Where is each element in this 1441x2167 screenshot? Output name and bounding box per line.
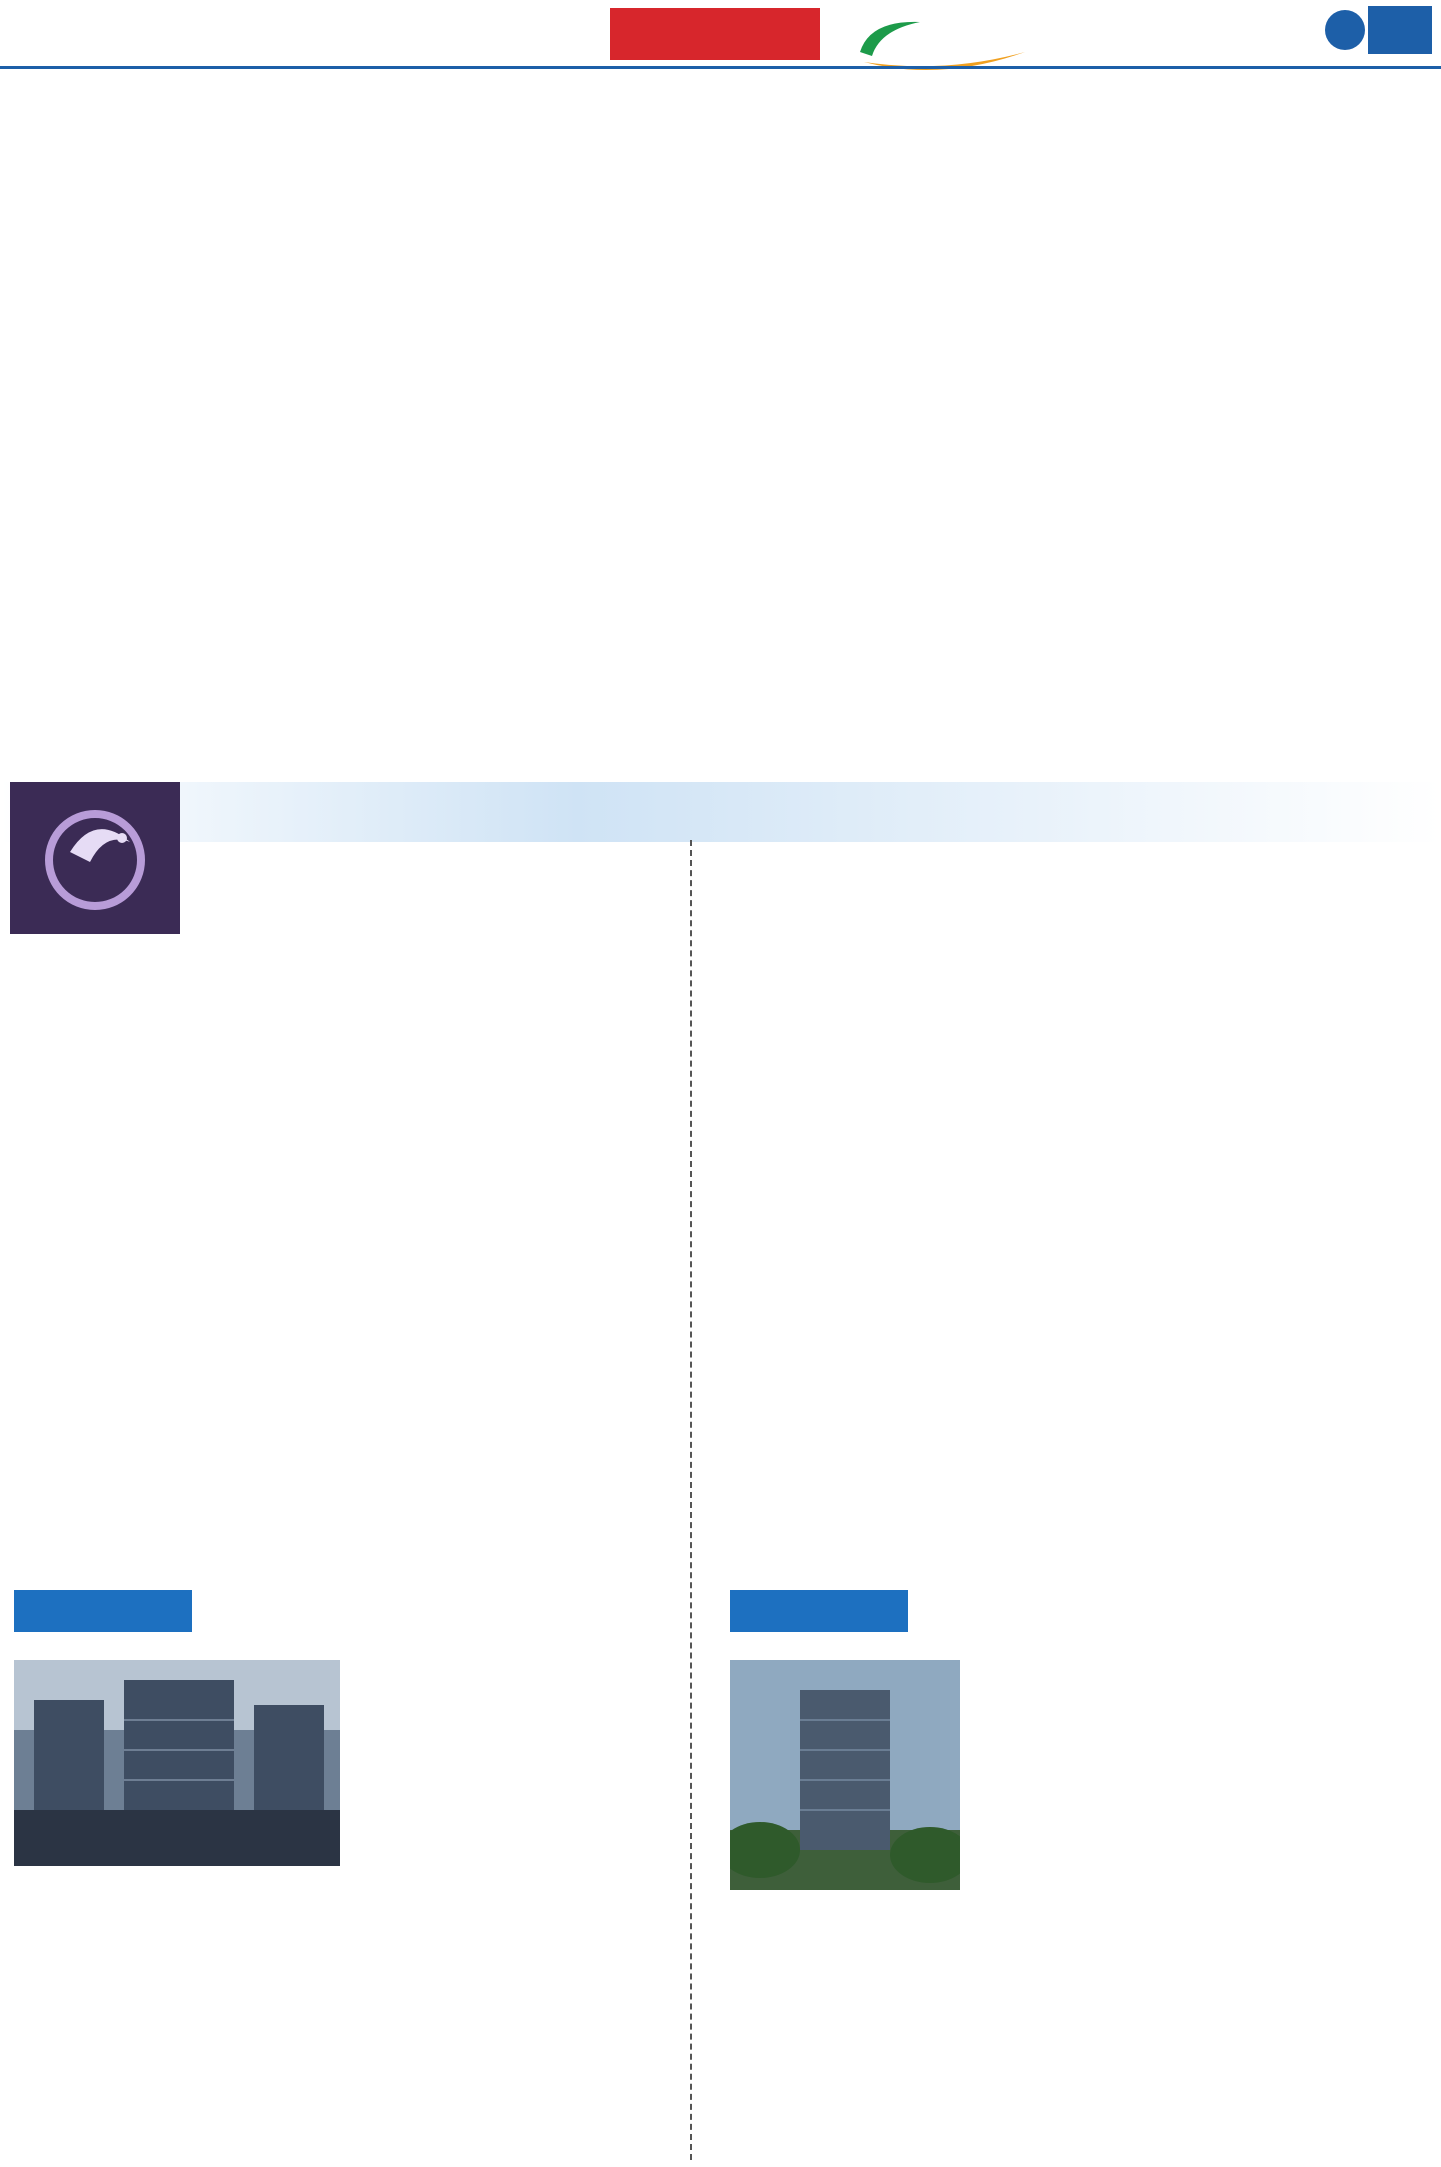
entrepreneur-logo-icon — [10, 782, 180, 934]
header-rule — [0, 66, 1441, 69]
section-band — [0, 782, 1441, 842]
page-number — [1368, 6, 1432, 54]
paper-badge — [1325, 10, 1365, 50]
column-divider — [690, 840, 692, 2160]
yinglan-box-title — [14, 1590, 192, 1632]
kangli-box-title — [730, 1590, 908, 1632]
kangli-building-photo — [730, 1660, 960, 1890]
yinglan-building-photo — [14, 1660, 340, 1866]
section-tab — [610, 8, 820, 60]
